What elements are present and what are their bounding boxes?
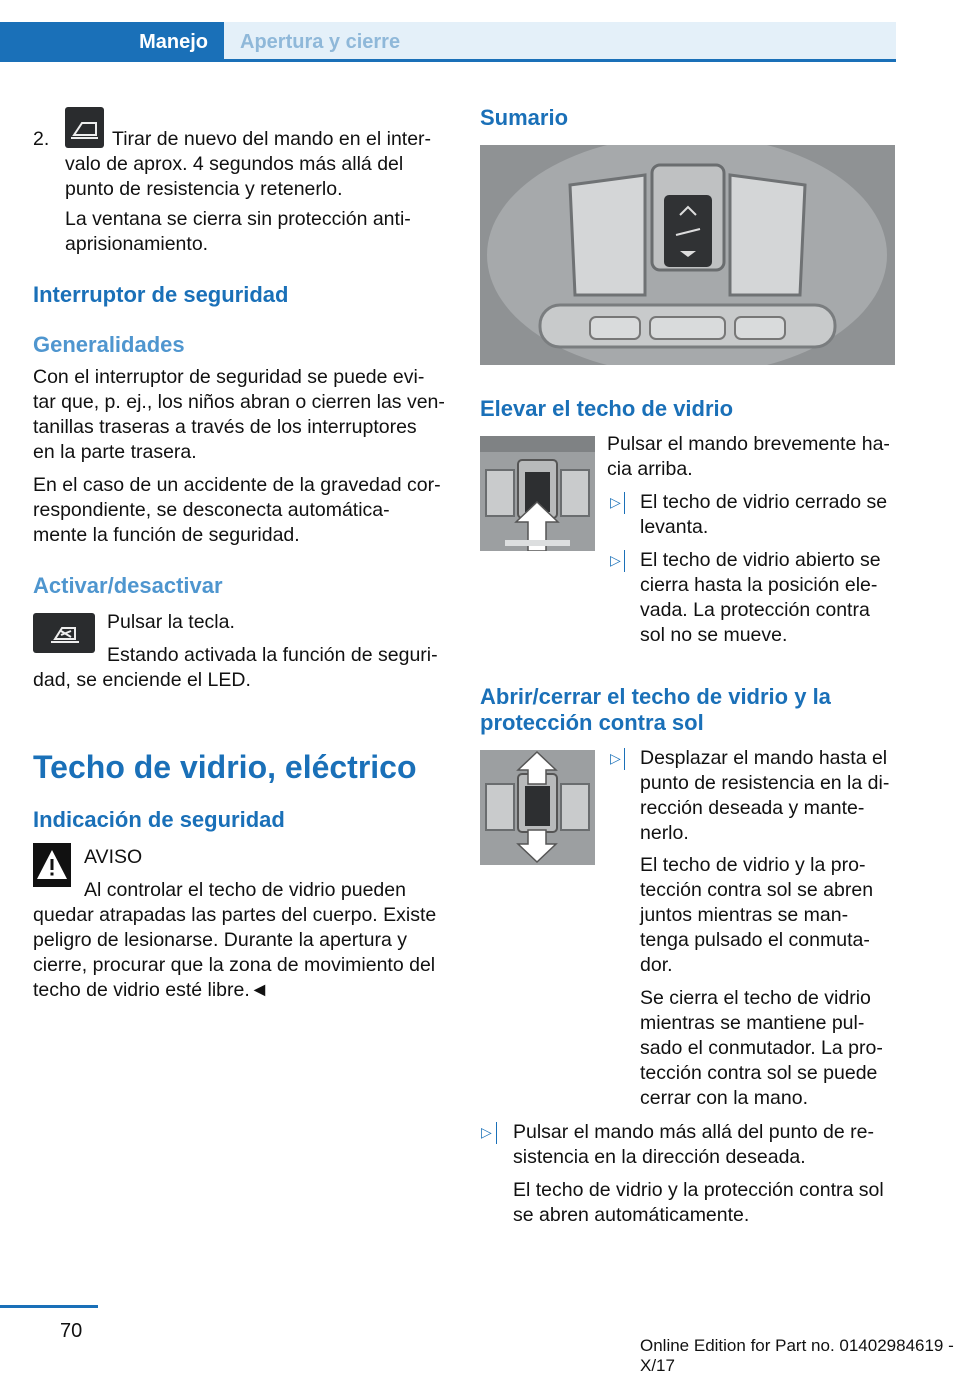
bullet-marker: ▷ (610, 552, 621, 568)
bullet-marker: ▷ (610, 750, 621, 766)
raise-bullet-1-line-2: levanta. (640, 516, 709, 538)
window-button-icon (65, 107, 104, 148)
bullet-separator (496, 1122, 497, 1144)
general-heading: Generalidades (33, 332, 185, 357)
step-line-3: punto de resistencia y retenerlo. (65, 178, 343, 200)
edition-text: Online Edition for Part no. 01402984619 - X/17 (640, 1336, 954, 1375)
open-note-2-line-4: tección contra sol se puede (640, 1062, 878, 1084)
warning-line-3: peligro de lesionarse. Durante la apertura y (33, 929, 407, 951)
raise-bullet-2-line-3: vada. La protección contra (640, 599, 870, 621)
summary-heading: Sumario (480, 105, 569, 130)
step-line-2: valo de aprox. 4 segundos más allá del (65, 153, 404, 175)
led-line-2: dad, se enciende el LED. (33, 669, 251, 691)
activate-heading: Activar/desactivar (33, 573, 223, 598)
general-line-1: Con el interruptor de seguridad se puede evi‐ (33, 366, 425, 388)
general-line-2: tar que, p. ej., los niños abran o cierren las ven‐ (33, 391, 445, 413)
general-line-4: en la parte trasera. (33, 441, 197, 463)
warning-title: AVISO (84, 846, 143, 868)
raise-line-1: Pulsar el mando brevemente ha‐ (607, 433, 890, 455)
open-close-heading-line-1: Abrir/cerrar el techo de vidrio y la (480, 684, 831, 709)
overhead-console-photo (480, 145, 895, 365)
warning-line-2: quedar atrapadas las partes del cuerpo. Existe (33, 904, 437, 926)
bullet-separator (624, 492, 625, 514)
accident-line-3: mente la función de seguridad. (33, 524, 300, 546)
open-close-heading-line-2: protección contra sol (480, 710, 704, 735)
open-note-1-line-1: El techo de vidrio y la pro‐ (640, 854, 866, 876)
warning-line-4: cierre, procurar que la zona de movimiento del (33, 954, 436, 976)
glass-roof-heading: Techo de vidrio, eléctrico (33, 749, 417, 785)
safety-switch-heading: Interruptor de seguridad (33, 282, 289, 307)
raise-bullet-1-line-1: El techo de vidrio cerrado se (640, 491, 888, 513)
bullet-separator (624, 550, 625, 572)
open-bullet-1-line-4: nerlo. (640, 822, 689, 844)
step-number: 2. (33, 128, 50, 150)
step-line-1: Tirar de nuevo del mando en el inter‐ (112, 128, 432, 150)
general-line-3: tanillas traseras a través de los interruptores (33, 416, 417, 438)
safety-indication-heading: Indicación de seguridad (33, 807, 285, 832)
page-header (0, 0, 960, 64)
open-bullet-1-line-3: rección deseada y mante‐ (640, 797, 865, 819)
open-note-2-line-5: cerrar con la mano. (640, 1087, 808, 1109)
open-bullet-2-line-2: sistencia en la dirección deseada. (513, 1146, 806, 1168)
warning-line-1: Al controlar el techo de vidrio pueden (84, 879, 406, 901)
header-section-tab (0, 22, 224, 62)
raise-bullet-2-line-1: El techo de vidrio abierto se (640, 549, 881, 571)
open-bullet-1-line-2: punto de resistencia en la di‐ (640, 772, 890, 794)
press-key-text: Pulsar la tecla. (107, 611, 235, 633)
raise-bullet-2-line-2: cierra hasta la posición ele‐ (640, 574, 878, 596)
open-note-1-line-4: tenga pulsado el conmuta‐ (640, 929, 870, 951)
bullet-marker: ▷ (610, 494, 621, 510)
open-note-1-line-5: dor. (640, 954, 673, 976)
page-number: 70 (60, 1320, 83, 1342)
open-close-photo (480, 750, 595, 865)
open-note-2-line-3: sado el conmutador. La pro‐ (640, 1037, 883, 1059)
accident-line-2: respondiente, se desconecta automática‐ (33, 499, 390, 521)
step-note-2: aprisionamiento. (65, 233, 209, 255)
open-bullet-2-note-line-1: El techo de vidrio y la protección contra sol (513, 1179, 884, 1201)
warning-triangle-icon (33, 843, 71, 887)
raise-roof-photo (480, 436, 595, 551)
header-rule (0, 59, 896, 62)
raise-bullet-2-line-4: sol no se mueve. (640, 624, 788, 646)
open-note-1-line-2: tección contra sol se abren (640, 879, 874, 901)
bullet-marker: ▷ (481, 1124, 492, 1140)
warning-line-5: techo de vidrio esté libre.◄ (33, 979, 270, 1001)
header-section-label: Manejo (139, 31, 208, 53)
open-note-2-line-1: Se cierra el techo de vidrio (640, 987, 871, 1009)
header-subsection-label: Apertura y cierre (240, 31, 401, 53)
raise-roof-heading: Elevar el techo de vidrio (480, 396, 734, 421)
open-bullet-2-note-line-2: se abren automáticamente. (513, 1204, 750, 1226)
open-note-1-line-3: juntos mientras se man‐ (640, 904, 849, 926)
led-line-1: Estando activada la función de seguri‐ (107, 644, 438, 666)
open-bullet-2-line-1: Pulsar el mando más allá del punto de re‐ (513, 1121, 874, 1143)
step-note-1: La ventana se cierra sin protección anti‐ (65, 208, 411, 230)
footer-rule (0, 1305, 98, 1308)
bullet-separator (624, 748, 625, 770)
accident-line-1: En el caso de un accidente de la gravedad cor‐ (33, 474, 441, 496)
safety-switch-icon (33, 613, 95, 653)
open-note-2-line-2: mientras se mantiene pul‐ (640, 1012, 865, 1034)
raise-line-2: cia arriba. (607, 458, 693, 480)
open-bullet-1-line-1: Desplazar el mando hasta el (640, 747, 888, 769)
